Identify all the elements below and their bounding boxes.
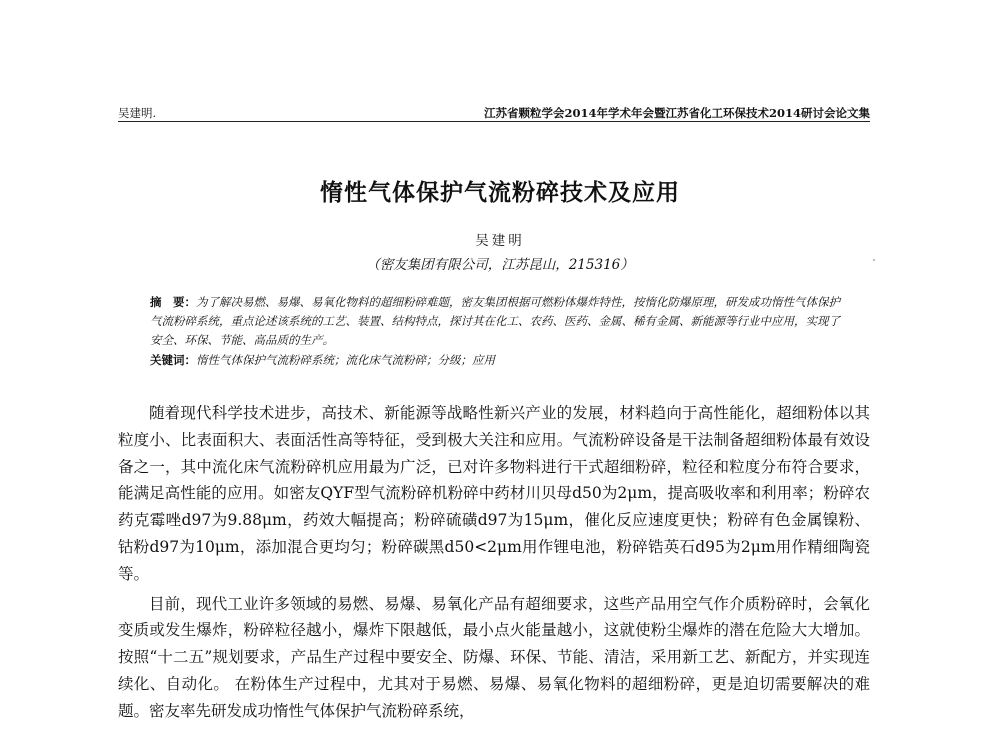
running-header	[118, 103, 870, 122]
body-paragraph-2: 目前，现代工业许多领域的易燃、易爆、易氧化产品有超细要求，这些产品用空气作介质粉碎时，会氧化变质或发生爆炸，粉碎粒径越小，爆炸下限越低，最小点火能量越小，这就使粉尘爆炸的潜在危险大大增加。按照“十二五”规划要求，产品生产过程中要安全、防爆、环保、节能、清洁，采用新工艺、新配方，并实现连续化、自动化。 在粉体生产过程中，尤其对于易燃、易爆、易氧化物料的超细粉碎，更是迫切需要解决的难题。密友率先研发成功惰性气体保护气流粉碎系统，	[118, 594, 870, 720]
paper-affiliation: （密友集团有限公司，江苏昆山，215316）	[366, 257, 634, 273]
abstract	[150, 293, 850, 351]
abstract-label: 摘 要：	[150, 295, 196, 309]
header-author: 吴建明.	[118, 106, 157, 120]
header-conference: 江苏省颗粒学会2014年学术年会暨江苏省化工环保技术2014研讨会论文集	[483, 106, 870, 120]
scan-speck	[873, 259, 875, 261]
abstract-block	[150, 293, 850, 370]
body-text	[118, 400, 870, 725]
keywords-text: 惰性气体保护气流粉碎系统；流化床气流粉碎；分级；应用	[196, 352, 495, 367]
abstract-text: 为了解决易燃、易爆、易氧化物料的超细粉碎难题，密友集团根据可燃粉体爆炸特性，按惰化防爆原理，研发成功惰性气体保护气流粉碎系统，重点论述该系统的工艺、装置、结构特点，探讨其在化工、农药、医药、金属、稀有金属、新能源等行业中应用，实现了安全、环保、节能、高品质的生产。	[150, 295, 840, 348]
keywords-label: 关键词：	[150, 352, 196, 367]
paper-author: 吴建明	[475, 233, 525, 249]
keywords	[150, 351, 850, 370]
paper-title: 惰性气体保护气流粉碎技术及应用	[320, 179, 680, 206]
body-paragraph-1: 随着现代科学技术进步，高技术、新能源等战略性新兴产业的发展，材料趋向于高性能化，超细粉体以其粒度小、比表面积大、表面活性高等特征，受到极大关注和应用。气流粉碎设备是干法制备超细粉体最有效设备之一，其中流化床气流粉碎机应用最为广泛，已对许多物料进行干式超细粉碎，粒径和粒度分布符合要求，能满足高性能的应用。如密友QYF型气流粉碎机粉碎中药材川贝母d50为2μm，提高吸收率和利用率；粉碎农药克霉唑d97为9.88μm，药效大幅提高；粉碎硫磺d97为15μm，催化反应速度更快；粉碎有色金属镍粉、钴粉d97为10μm，添加混合更均匀；粉碎碳黑d50<2μm用作锂电池，粉碎锆英石d95为2μm用作精细陶瓷等。	[118, 404, 870, 583]
